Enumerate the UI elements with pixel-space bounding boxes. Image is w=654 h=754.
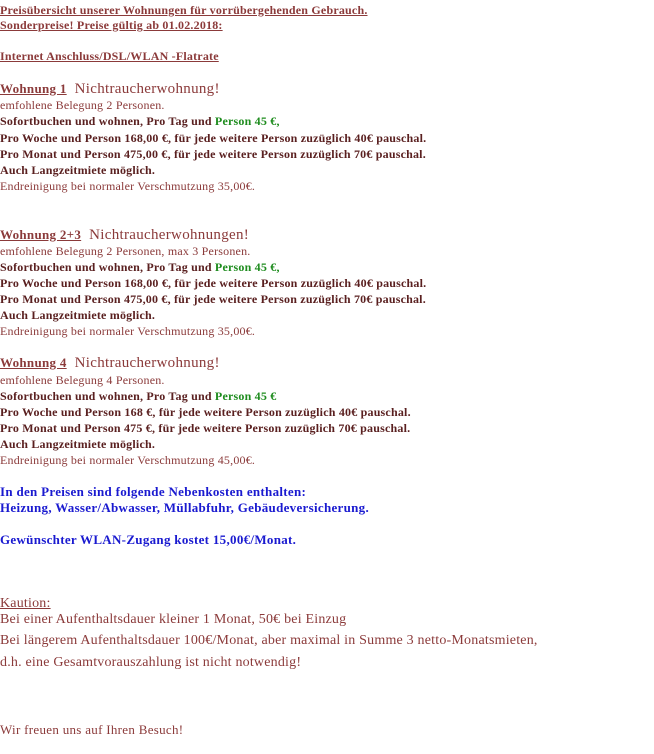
wohnung-1-title: Wohnung 1 [0, 81, 67, 96]
wohnung-23-tag [0, 259, 280, 275]
internet-heading: Internet Anschluss/DSL/WLAN -Flatrate [0, 49, 219, 63]
wohnung-1-tag-price: Person 45 €, [214, 114, 280, 128]
wohnung-23-title: Wohnung 2+3 [0, 227, 82, 242]
wohnung-1-reinigung: Endreinigung bei normaler Verschmutzung 35,00€. [0, 179, 256, 193]
wohnung-1-tag [0, 113, 280, 129]
nebenkosten-line-2: Heizung, Wasser/Abwasser, Müllabfuhr, Gebäudeversicherung. [0, 500, 370, 515]
wohnung-23-subtitle: Nichtraucherwohnungen! [89, 227, 250, 243]
wohnung-4-heading [0, 355, 220, 371]
kaution-title: Kaution: [0, 596, 51, 611]
header-line-1: Preisübersicht unserer Wohnungen für vorrübergehenden Gebrauch. [0, 3, 368, 17]
wohnung-23-reinigung: Endreinigung bei normaler Verschmutzung 35,00€. [0, 324, 256, 338]
wohnung-4-reinigung: Endreinigung bei normaler Verschmutzung 45,00€. [0, 453, 256, 467]
wohnung-4-title: Wohnung 4 [0, 355, 67, 370]
wohnung-23-woche: Pro Woche und Person 168,00 €, für jede weitere Person zuzüglich 40€ pauschal. [0, 276, 427, 290]
wohnung-1-belegung: emfohlene Belegung 2 Personen. [0, 98, 165, 112]
wohnung-1-woche: Pro Woche und Person 168,00 €, für jede weitere Person zuzüglich 40€ pauschal. [0, 131, 427, 145]
wohnung-4-tag-price: Person 45 € [214, 389, 277, 403]
wohnung-1-tag-prefix: Sofortbuchen und wohnen, Pro Tag und [0, 114, 215, 128]
wlan-price: Gewünschter WLAN-Zugang kostet 15,00€/Monat. [0, 532, 297, 547]
wohnung-4-tag-prefix: Sofortbuchen und wohnen, Pro Tag und [0, 389, 215, 403]
wohnung-23-monat: Pro Monat und Person 475,00 €, für jede weitere Person zuzüglich 70€ pauschal. [0, 292, 426, 306]
wohnung-1-monat: Pro Monat und Person 475,00 €, für jede weitere Person zuzüglich 70€ pauschal. [0, 147, 426, 161]
wohnung-23-langzeit: Auch Langzeitmiete möglich. [0, 308, 156, 322]
kaution-line-1: Bei einer Aufenthaltsdauer kleiner 1 Monat, 50€ bei Einzug [0, 612, 347, 627]
wohnung-4-woche: Pro Woche und Person 168 €, für jede weitere Person zuzüglich 40€ pauschal. [0, 405, 411, 419]
header-line-2: Sonderpreise! Preise gültig ab 01.02.2018: [0, 18, 223, 32]
wohnung-1-langzeit: Auch Langzeitmiete möglich. [0, 163, 156, 177]
footer-greeting: Wir freuen uns auf Ihren Besuch! [0, 722, 184, 737]
kaution-line-3: d.h. eine Gesamtvorauszahlung ist nicht notwendig! [0, 655, 302, 670]
wohnung-4-tag [0, 388, 276, 404]
wohnung-1-heading [0, 81, 220, 97]
wohnung-4-monat: Pro Monat und Person 475 €, für jede weitere Person zuzüglich 70€ pauschal. [0, 421, 411, 435]
nebenkosten-line-1: In den Preisen sind folgende Nebenkosten enthalten: [0, 484, 307, 499]
wohnung-4-subtitle: Nichtraucherwohnung! [74, 355, 220, 371]
wohnung-23-tag-price: Person 45 €, [214, 260, 280, 274]
kaution-line-2: Bei längerem Aufenthaltsdauer 100€/Monat, aber maximal in Summe 3 netto-Monatsmieten, [0, 633, 538, 648]
wohnung-4-langzeit: Auch Langzeitmiete möglich. [0, 437, 156, 451]
wohnung-23-heading [0, 227, 249, 243]
wohnung-23-tag-prefix: Sofortbuchen und wohnen, Pro Tag und [0, 260, 215, 274]
wohnung-1-subtitle: Nichtraucherwohnung! [74, 81, 220, 97]
wohnung-4-belegung: emfohlene Belegung 4 Personen. [0, 373, 165, 387]
wohnung-23-belegung: emfohlene Belegung 2 Personen, max 3 Personen. [0, 244, 251, 258]
